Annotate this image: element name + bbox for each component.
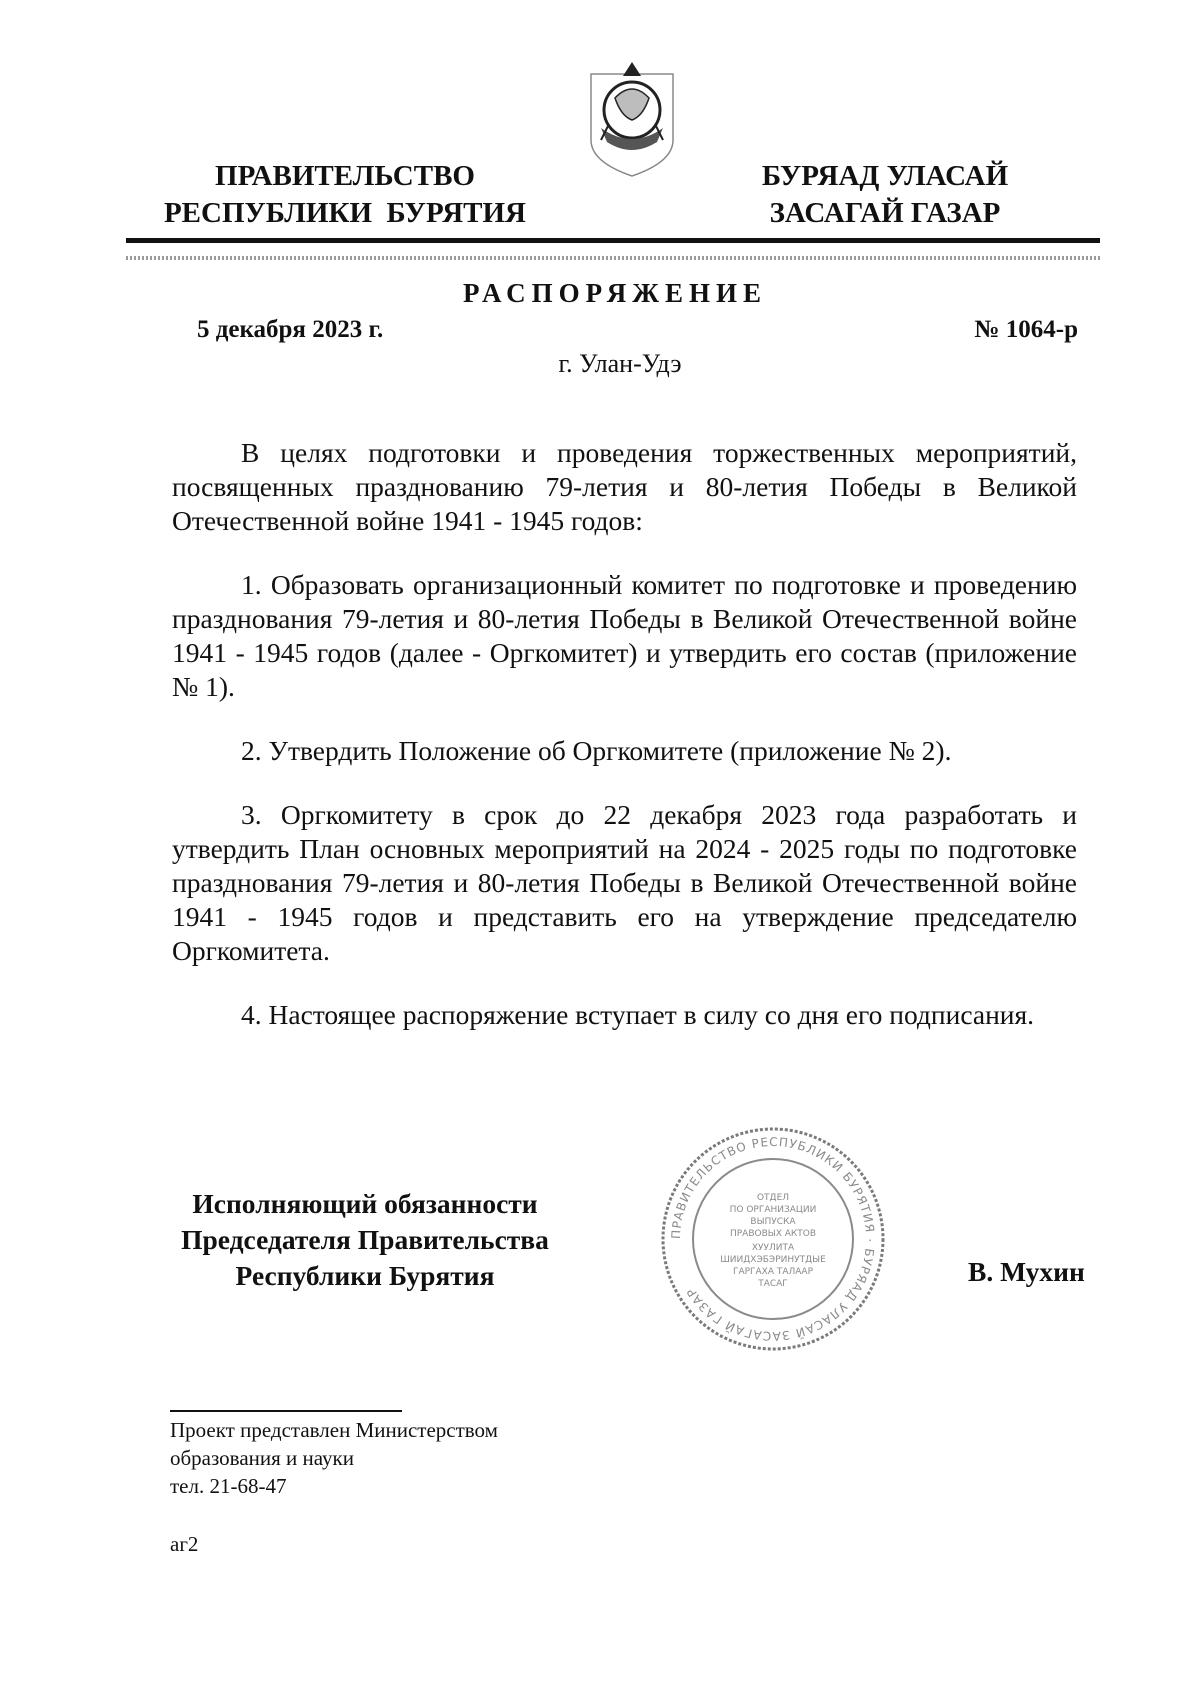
stamp-inner-line: ВЫПУСКА (750, 1217, 796, 1227)
project-note-line-2: образования и науки (170, 1446, 354, 1470)
signatory-name: В. Мухин (968, 1256, 1085, 1287)
header-left-line-1: ПРАВИТЕЛЬСТВО (215, 160, 475, 192)
stamp-outer-text: ПРАВИТЕЛЬСТВО РЕСПУБЛИКИ БУРЯТИЯ · БУРЯАД УЛАСАЙ ЗАСАГАЙ ГАЗАР (668, 1134, 878, 1344)
header-left-block (150, 158, 540, 232)
body-paragraph: 1. Образовать организационный комитет по подготовке и проведению празднования 79-летия и 80-летия Победы в Великой Отечественной войне 1941 - 1945 годов (далее - Оргкомитет) и утвердить его состав (приложение № 1). (172, 569, 1077, 702)
body-paragraph: 4. Настоящее распоряжение вступает в силу со дня его подписания. (241, 999, 1035, 1030)
body-paragraph: 2. Утвердить Положение об Оргкомитете (приложение № 2). (241, 735, 952, 766)
document-type: РАСПОРЯЖЕНИЕ (462, 278, 768, 308)
header-right-line-2: ЗАСАГАЙ ГАЗАР (769, 197, 1001, 229)
stamp-inner-line: ОТДЕЛ (756, 1193, 790, 1203)
stamp-inner-line: ПО ОРГАНИЗАЦИИ (729, 1205, 817, 1215)
svg-text:ПРАВИТЕЛЬСТВО РЕСПУБЛИКИ БУРЯТ (669, 1135, 877, 1343)
project-note (170, 1416, 498, 1500)
stamp-inner-line: ХУУЛИТА (751, 1243, 795, 1253)
stamp-inner-line: ГАРГАХА ТАЛААР (732, 1267, 814, 1277)
signatory-title-line-2: Председателя Правительства (181, 1224, 549, 1255)
signatory-title-line-1: Исполняющий обязанности (192, 1188, 538, 1219)
body-paragraph: 3. Оргкомитету в срок до 22 декабря 2023 года разработать и утвердить План основных мероприятий на 2024 - 2025 годы по подготовке празднования 79-летия и 80-летия Победы в Великой Отечественной войне 1941 - 1945 годов и представить его на утверждение председателю Оргкомитета. (172, 799, 1077, 966)
stamp-inner-line: ПРАВОВЫХ АКТОВ (729, 1229, 817, 1239)
official-seal-stamp (658, 1124, 888, 1354)
body-paragraph: В целях подготовки и проведения торжественных мероприятий, посвященных празднованию 79-летия и 80-летия Победы в Великой Отечественной войне 1941 - 1945 годов: (172, 437, 1077, 536)
project-note-line-1: Проект представлен Министерством (170, 1418, 498, 1442)
coat-of-arms-emblem (585, 58, 679, 180)
header-right-line-1: БУРЯАД УЛАСАЙ (761, 160, 1009, 192)
document-city: г. Улан-Удэ (558, 349, 682, 378)
header-right-block (720, 158, 1050, 232)
stamp-inner-line: ТАСАГ (758, 1279, 788, 1289)
document-number: № 1064-р (974, 316, 1078, 343)
header-divider-thick (126, 238, 1100, 243)
stamp-inner-line: ШИИДХЭБЭРИНУТДЫЕ (720, 1255, 826, 1265)
project-note-line-3: тел. 21-68-47 (170, 1474, 287, 1498)
signatory-title-line-3: Республики Бурятия (235, 1260, 495, 1291)
header-divider-thin (126, 256, 1100, 260)
signatory-title (165, 1186, 565, 1294)
footer-divider (170, 1410, 402, 1412)
document-code: аг2 (170, 1532, 199, 1556)
document-body (172, 436, 1077, 1062)
header-left-line-2: РЕСПУБЛИКИ БУРЯТИЯ (163, 197, 527, 229)
document-date: 5 декабря 2023 г. (197, 316, 384, 343)
